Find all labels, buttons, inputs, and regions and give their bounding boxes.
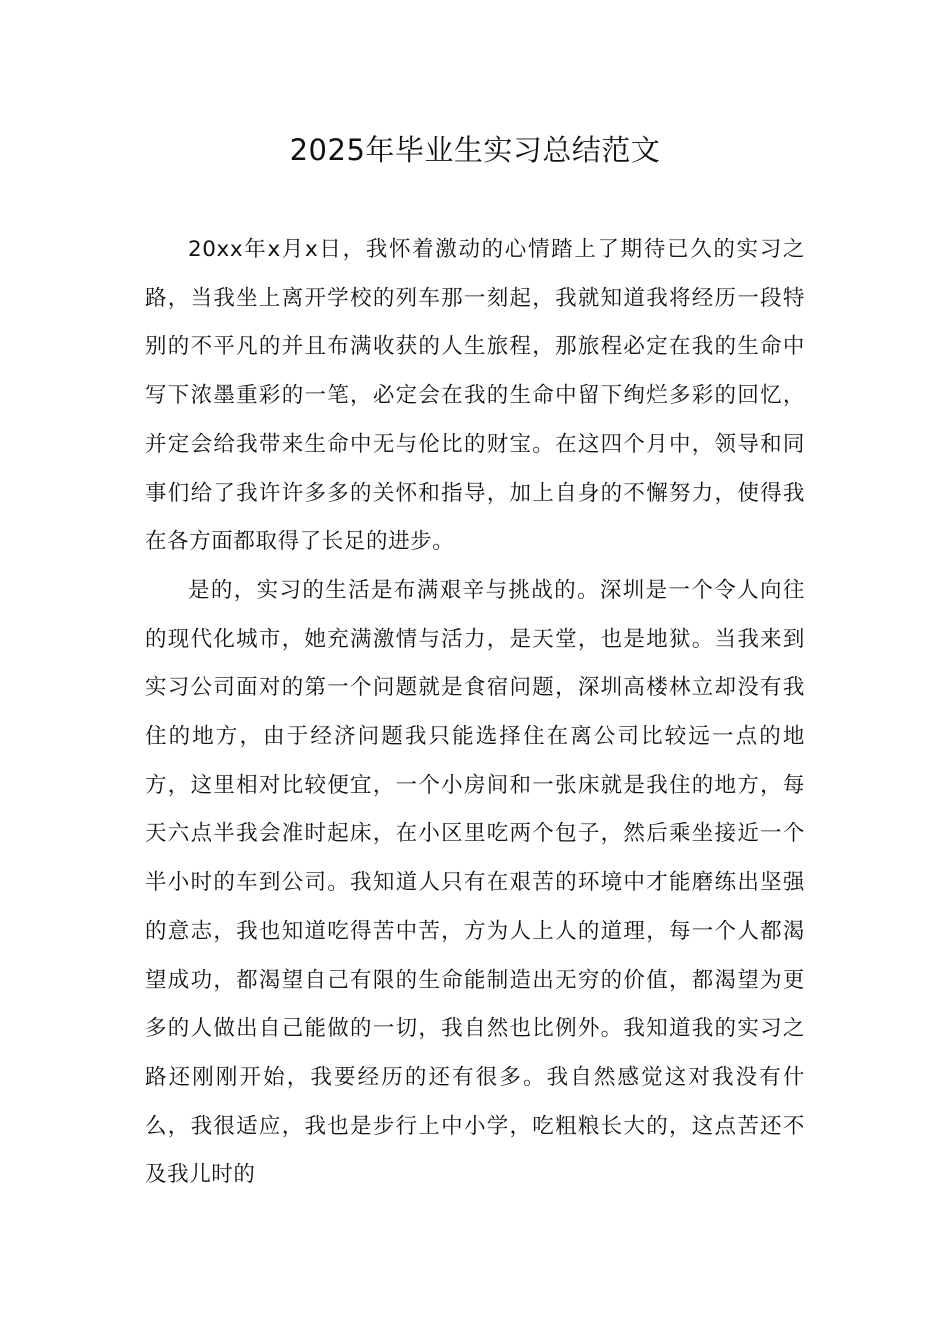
paragraph-1: 20xx年x月x日，我怀着激动的心情踏上了期待已久的实习之路，当我坐上离开学校的列车那一刻起，我就知道我将经历一段特别的不平凡的并且布满收获的人生旅程，那旅程必定在我的生命中写下浓墨重彩的一笔，必定会在我的生命中留下绚烂多彩的回忆，并定会给我带来生命中无与伦比的财宝。在这四个月中，领导和同事们给了我许许多多的关怀和指导，加上自身的不懈努力，使得我在各方面都取得了长足的进步。 xyxy=(145,237,805,555)
document-title: 2025年毕业生实习总结范文 xyxy=(289,133,661,167)
document-body xyxy=(145,226,805,1200)
paragraph-2: 是的，实习的生活是布满艰辛与挑战的。深圳是一个令人向往的现代化城市，她充满激情与活力，是天堂，也是地狱。当我来到实习公司面对的第一个问题就是食宿问题，深圳高楼林立却没有我住的地方，由于经济问题我只能选择住在离公司比较远一点的地方，这里相对比较便宜，一个小房间和一张床就是我住的地方，每天六点半我会准时起床，在小区里吃两个包子，然后乘坐接近一个半小时的车到公司。我知道人只有在艰苦的环境中才能磨练出坚强的意志，我也知道吃得苦中苦，方为人上人的道理，每一个人都渴望成功，都渴望自己有限的生命能制造出无穷的价值，都渴望为更多的人做出自己能做的一切，我自然也比例外。我知道我的实习之路还刚刚开始，我要经历的还有很多。我自然感觉这对我没有什么，我很适应，我也是步行上中小学，吃粗粮长大的，这点苦还不及我儿时的 xyxy=(145,577,805,1188)
